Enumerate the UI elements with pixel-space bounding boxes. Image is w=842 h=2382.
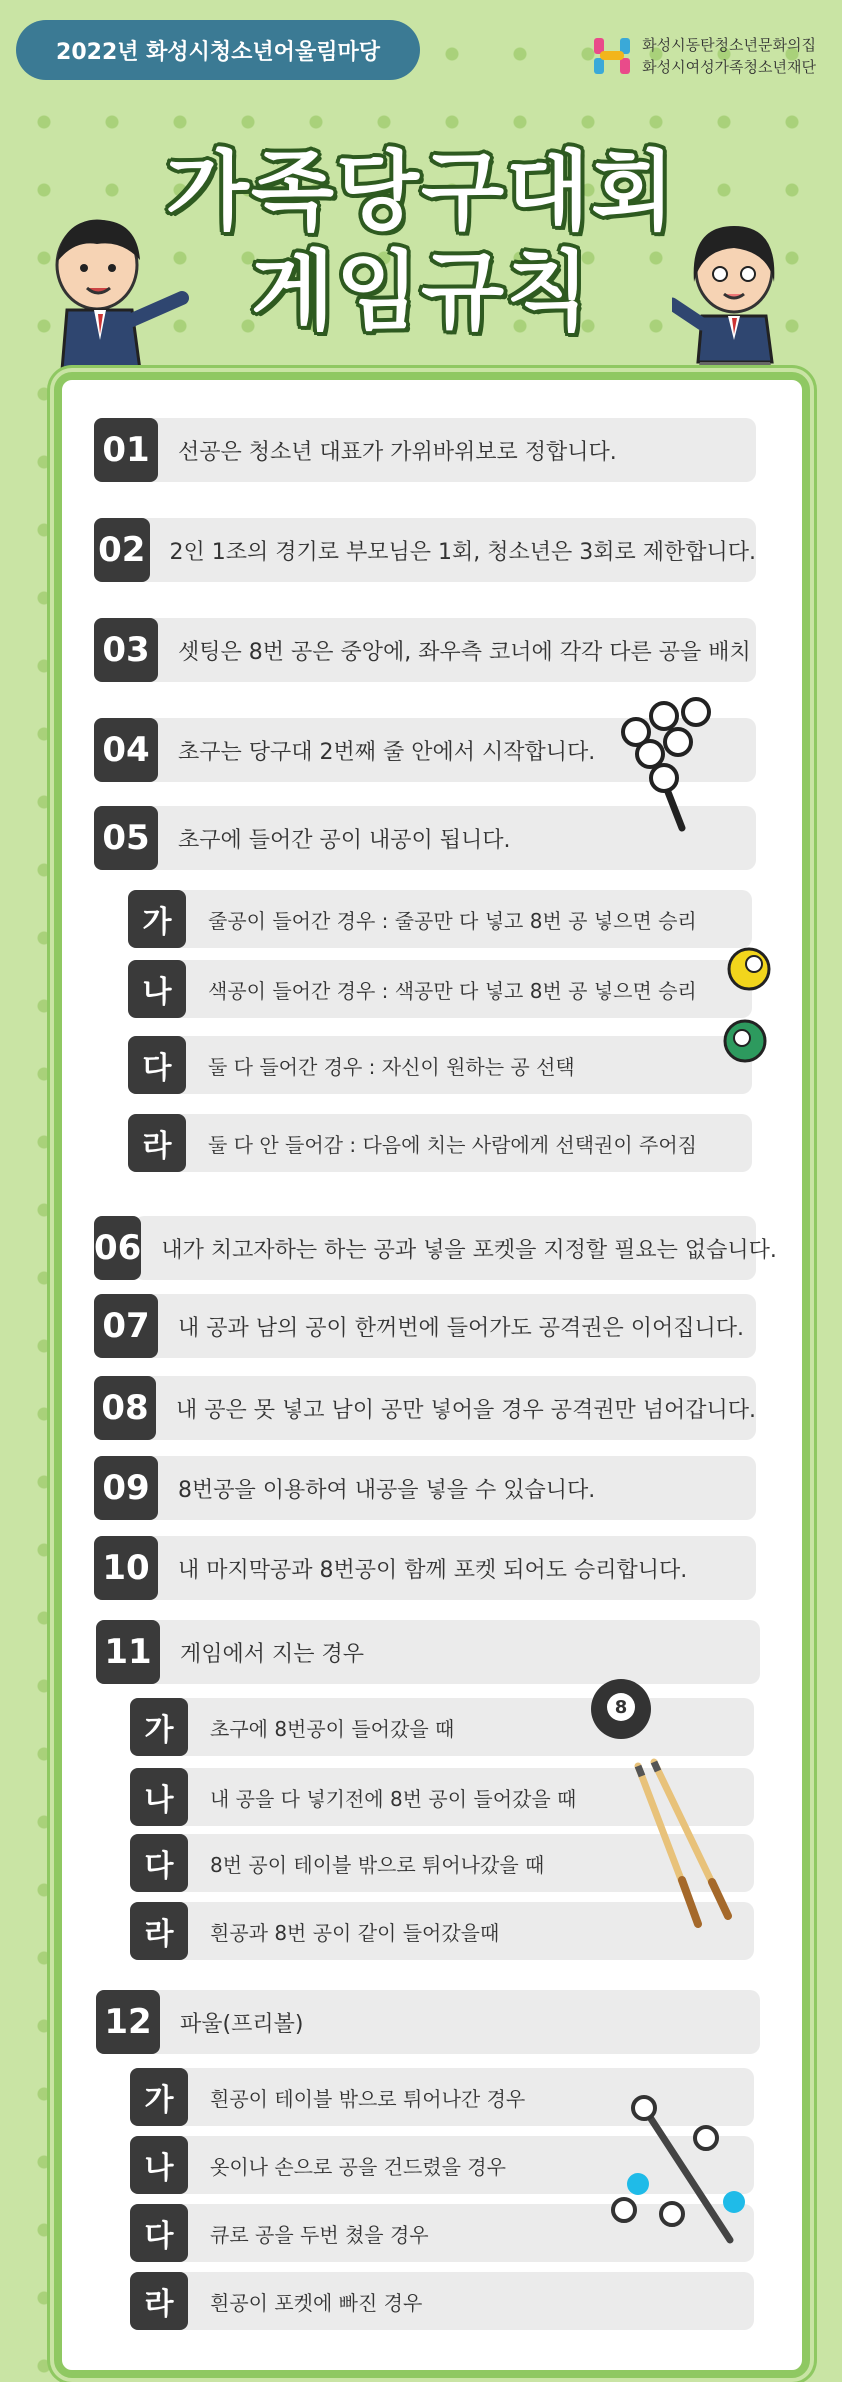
subrule-label: 라 (130, 1902, 188, 1960)
subrule-text: 큐로 공을 두번 쳤을 경우 (210, 2222, 429, 2247)
subrule-label: 다 (130, 2204, 188, 2262)
subrule-label: 나 (130, 2136, 188, 2194)
eight-ball-icon (588, 1676, 654, 1742)
subrule-label: 가 (130, 1698, 188, 1756)
subrule-label: 라 (130, 2272, 188, 2330)
rule-number: 03 (94, 618, 158, 682)
rule-number: 04 (94, 718, 158, 782)
rule-number: 12 (96, 1990, 160, 2054)
subrule-text: 8번 공이 테이블 밖으로 튀어나갔을 때 (210, 1852, 545, 1877)
org-name-2: 화성시여성가족청소년재단 (642, 58, 816, 76)
rule-text: 초구에 들어간 공이 내공이 됩니다. (178, 827, 511, 853)
girl-character-icon (672, 212, 802, 392)
rule-number: 09 (94, 1456, 158, 1520)
rule-row-09 (94, 1456, 756, 1520)
boy-character-icon (42, 210, 192, 390)
event-label-pill (16, 20, 420, 80)
rule-number: 02 (94, 518, 150, 582)
rule-text: 초구는 당구대 2번째 줄 안에서 시작합니다. (178, 739, 596, 765)
subrule-label: 가 (128, 890, 186, 948)
svg-text:8: 8 (614, 1697, 628, 1718)
subrule-label: 다 (130, 1834, 188, 1892)
subrule-label: 다 (128, 1036, 186, 1094)
rule-row-07 (94, 1294, 756, 1358)
rule-number: 07 (94, 1294, 158, 1358)
org-name-1: 화성시동탄청소년문화의집 (642, 36, 816, 54)
rule-number: 01 (94, 418, 158, 482)
rule-text: 선공은 청소년 대표가 가위바위보로 정합니다. (178, 439, 617, 465)
subrule-text: 둘 다 들어간 경우 : 자신이 원하는 공 선택 (208, 1054, 575, 1079)
subrule-label: 라 (128, 1114, 186, 1172)
subrule-text: 흰공이 테이블 밖으로 튀어나간 경우 (210, 2086, 526, 2111)
subrule-text: 옷이나 손으로 공을 건드렸을 경우 (210, 2154, 506, 2179)
rule-row-02 (94, 518, 756, 582)
org-logo-icon (592, 34, 632, 78)
rule-row-10 (94, 1536, 756, 1600)
cue-and-balls-icon (604, 2094, 754, 2244)
subrule-text: 색공이 들어간 경우 : 색공만 다 넣고 8번 공 넣으면 승리 (208, 978, 697, 1003)
subrule-text: 흰공과 8번 공이 같이 들어갔을때 (210, 1920, 500, 1945)
title-line-2: 게임규칙 (250, 242, 592, 342)
rule-row-03 (94, 618, 756, 682)
subrule-text: 줄공이 들어간 경우 : 줄공만 다 넣고 8번 공 넣으면 승리 (208, 908, 697, 933)
rule-text: 파울(프리볼) (180, 2011, 304, 2037)
cue-sticks-icon (632, 1758, 744, 1938)
rule-text: 게임에서 지는 경우 (180, 1641, 365, 1667)
ball-rack-icon (612, 692, 722, 832)
yellow-ball-icon (726, 946, 772, 992)
rule-text: 셋팅은 8번 공은 중앙에, 좌우측 코너에 각각 다른 공을 배치 (178, 639, 751, 665)
subrule-row-05-na (128, 960, 752, 1018)
subrule-text: 둘 다 안 들어감 : 다음에 치는 사람에게 선택권이 주어짐 (208, 1132, 697, 1157)
rule-row-08 (94, 1376, 756, 1440)
rule-text: 내 마지막공과 8번공이 함께 포켓 되어도 승리합니다. (178, 1557, 688, 1583)
rule-text: 8번공을 이용하여 내공을 넣을 수 있습니다. (178, 1477, 596, 1503)
rule-number: 08 (94, 1376, 156, 1440)
subrule-row-05-da (128, 1036, 752, 1094)
rule-text: 2인 1조의 경기로 부모님은 1회, 청소년은 3회로 제한합니다. (169, 539, 756, 565)
subrule-text: 내 공을 다 넣기전에 8번 공이 들어갔을 때 (210, 1786, 577, 1811)
rule-row-06 (94, 1216, 777, 1280)
subrule-row-12-ra (130, 2272, 754, 2330)
green-ball-icon (722, 1018, 768, 1064)
rule-text: 내 공은 못 넣고 남이 공만 넣어을 경우 공격권만 넘어갑니다. (176, 1397, 756, 1423)
subrule-row-05-ga (128, 890, 752, 948)
subrule-label: 가 (130, 2068, 188, 2126)
subrule-row-05-ra (128, 1114, 752, 1172)
subrule-label: 나 (130, 1768, 188, 1826)
rule-row-11 (96, 1620, 760, 1684)
subrule-row-11-ga (130, 1698, 754, 1756)
subrule-text: 흰공이 포켓에 빠진 경우 (210, 2290, 423, 2315)
rule-number: 10 (94, 1536, 158, 1600)
org-block (592, 34, 816, 78)
subrule-label: 나 (128, 960, 186, 1018)
rule-text: 내 공과 남의 공이 한꺼번에 들어가도 공격권은 이어집니다. (178, 1315, 744, 1341)
event-label: 2022년 화성시청소년어울림마당 (56, 39, 380, 65)
rule-number: 05 (94, 806, 158, 870)
rule-row-01 (94, 418, 756, 482)
subrule-text: 초구에 8번공이 들어갔을 때 (210, 1716, 455, 1741)
title-line-1: 가족당구대회 (165, 142, 677, 242)
rule-number: 06 (94, 1216, 141, 1280)
rule-text: 내가 치고자하는 하는 공과 넣을 포켓을 지정할 필요는 없습니다. (161, 1237, 777, 1263)
rule-row-12 (96, 1990, 760, 2054)
rule-number: 11 (96, 1620, 160, 1684)
